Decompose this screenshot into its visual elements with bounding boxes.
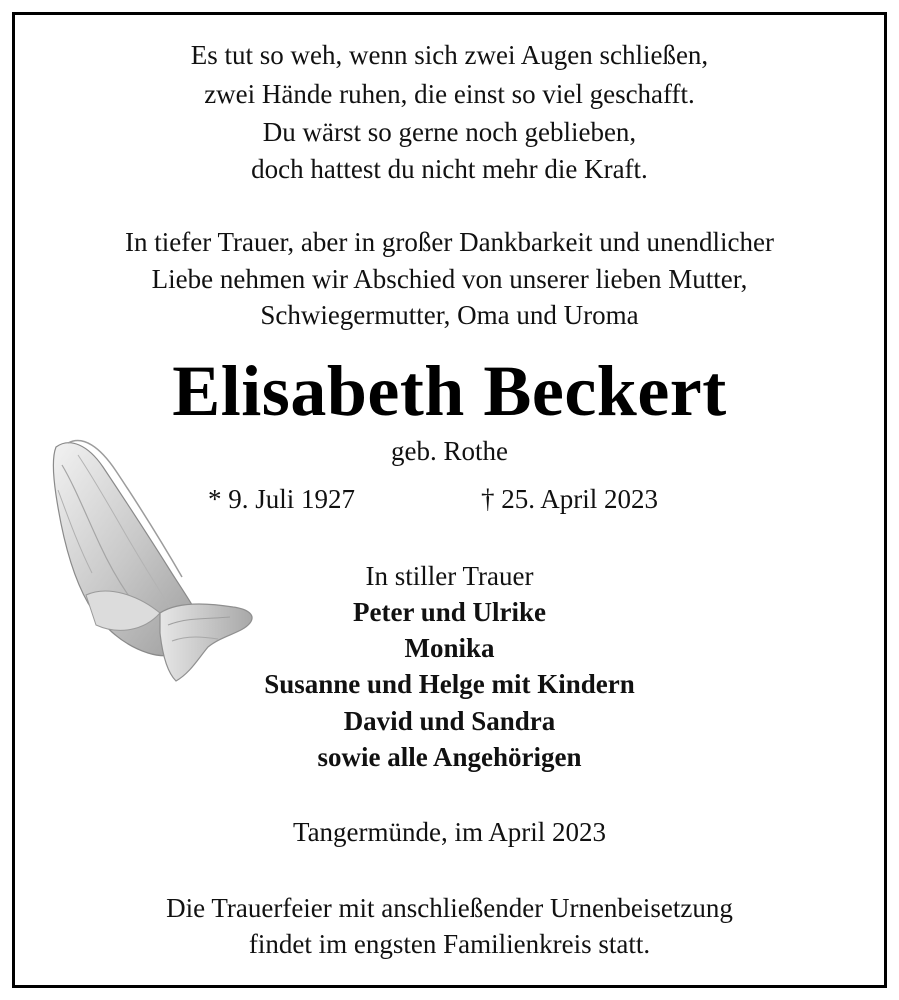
poem-line: Du wärst so gerne noch geblieben,: [262, 117, 637, 147]
obituary-frame: [12, 12, 887, 988]
maiden-name: geb. Rothe: [391, 436, 508, 466]
mourner-name: Susanne und Helge mit Kindern: [264, 669, 635, 699]
intro-line: Schwiegermutter, Oma und Uroma: [260, 300, 639, 330]
mourner-name: Monika: [404, 633, 495, 663]
intro-line: In tiefer Trauer, aber in großer Dankbarkeit und unendlicher: [125, 227, 774, 257]
birth-date: * 9. Juli 1927: [208, 484, 356, 514]
place-date: Tangermünde, im April 2023: [292, 817, 607, 847]
poem-line: doch hattest du nicht mehr die Kraft.: [251, 154, 648, 184]
poem-line: zwei Hände ruhen, die einst so viel geschafft.: [204, 79, 695, 109]
deceased-name: Elisabeth Beckert: [172, 351, 727, 431]
intro-line: Liebe nehmen wir Abschied von unserer lieben Mutter,: [151, 264, 748, 294]
mourner-name: Peter und Ulrike: [353, 597, 546, 627]
mourner-name: David und Sandra: [343, 706, 556, 736]
funeral-line: Die Trauerfeier mit anschließender Urnenbeisetzung: [166, 893, 733, 923]
poem-line: Es tut so weh, wenn sich zwei Augen schließen,: [190, 40, 709, 70]
mourner-name: sowie alle Angehörigen: [317, 742, 582, 772]
funeral-line: findet im engsten Familienkreis statt.: [248, 929, 651, 959]
mourners-heading: In stiller Trauer: [365, 561, 534, 591]
death-date: † 25. April 2023: [481, 484, 659, 514]
